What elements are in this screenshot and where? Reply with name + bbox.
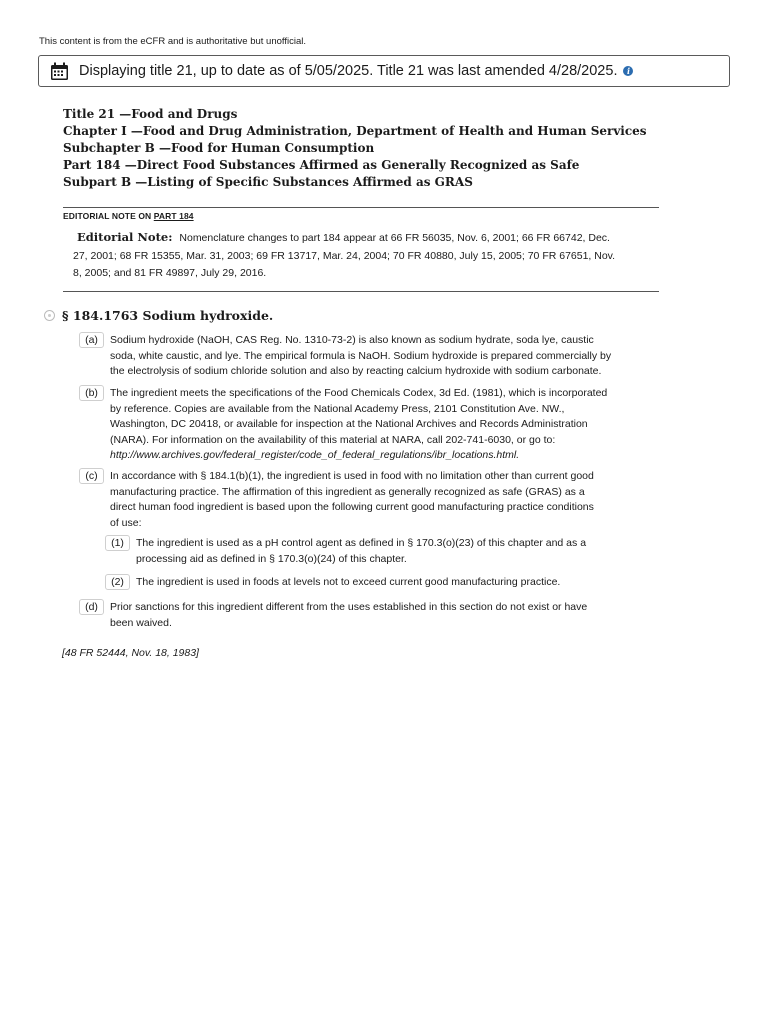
editorial-line: 27, 2001; 68 FR 15355, Mar. 31, 2003; 69 FR 13717, Mar. 24, 2004; 70 FR 40880, July 15, 2005; 70 FR 67651, Nov.: [73, 249, 616, 262]
source-citation: [48 FR 52444, Nov. 18, 1983]: [62, 647, 199, 659]
banner-text: Displaying title 21, up to date as of 5/05/2025. Title 21 was last amended 4/28/2025.: [79, 63, 618, 79]
archives-link[interactable]: http://www.archives.gov/federal_register/code_of_federal_regulations/ibr_locations.html.: [110, 449, 520, 461]
editorial-line: Nomenclature changes to part 184 appear at 66 FR 56035, Nov. 6, 2001; 66 FR 66742, Dec.: [179, 232, 610, 244]
paragraph-label[interactable]: (a): [79, 332, 104, 348]
paragraph-b: [79, 386, 659, 464]
paragraph-line: manufacturing practice. The affirmation of this ingredient as generally recognized as safe (GRAS) as a: [110, 485, 585, 498]
disclaimer-text: This content is from the eCFR and is authoritative but unofficial.: [39, 36, 307, 47]
part-heading: Part 184 —Direct Food Substances Affirmed as Generally Recognized as Safe: [63, 158, 580, 172]
paragraph-line: Prior sanctions for this ingredient different from the uses established in this section do not exist or have: [110, 601, 588, 613]
paragraph-a: [79, 333, 659, 380]
paragraph-line: by reference. Copies are available from the National Academy Press, 2101 Constitution Ave. NW.,: [110, 402, 565, 415]
divider: [63, 291, 659, 292]
paragraph-line: In accordance with § 184.1(b)(1), the ingredient is used in food with no limitation other than current good: [110, 470, 594, 482]
paragraph-line: been waived.: [110, 616, 172, 629]
editorial-note-label: Editorial Note:: [77, 230, 173, 244]
hierarchy-headings: [63, 106, 647, 191]
paragraph-line: the electrolysis of sodium chloride solution and also by reacting calcium hydroxide with sodium carbonate.: [110, 365, 602, 377]
paragraph-line: direct human food ingredient is based upon the following current good manufacturing practice conditions: [110, 501, 594, 513]
section-heading: [44, 308, 273, 323]
chapter-heading: Chapter I —Food and Drug Administration, Department of Health and Human Services: [63, 124, 647, 138]
paragraph-label[interactable]: (1): [105, 535, 130, 551]
paragraph-label[interactable]: (c): [79, 468, 104, 484]
calendar-icon: [50, 62, 69, 81]
paragraph-line: Washington, DC 20418, or available for inspection at the National Archives and Records Administration: [110, 418, 588, 430]
editorial-heading-prefix: EDITORIAL NOTE ON: [63, 211, 152, 221]
editorial-line: 8, 2005; and 81 FR 49897, July 29, 2016.: [73, 267, 267, 279]
paragraph-label[interactable]: (2): [105, 574, 130, 590]
subpart-heading: Subpart B —Listing of Specific Substances Affirmed as GRAS: [63, 175, 473, 189]
paragraph-line: The ingredient meets the specifications of the Food Chemicals Codex, 3d Ed. (1981), which is incorporated: [110, 387, 608, 399]
section-bullet-icon[interactable]: [44, 310, 55, 321]
editorial-note-heading: [63, 208, 659, 221]
part-184-link[interactable]: PART 184: [153, 211, 194, 221]
paragraph-line: of use:: [110, 516, 142, 529]
paragraph-label[interactable]: (d): [79, 599, 104, 615]
paragraph-line: The ingredient is used in foods at levels not to exceed current good manufacturing practice.: [136, 576, 561, 588]
paragraph-line: (NARA). For information on the availability of this material at NARA, call 202-741-6030, or go to:: [110, 433, 556, 446]
paragraph-d: [79, 600, 659, 631]
paragraph-c: [79, 469, 659, 531]
title-heading: Title 21 —Food and Drugs: [63, 107, 238, 121]
info-icon[interactable]: i: [623, 66, 633, 76]
paragraph-c-1: [105, 536, 659, 567]
editorial-note-body: [63, 229, 659, 291]
date-banner: [38, 55, 730, 87]
paragraph-line: processing aid as defined in § 170.3(o)(24) of this chapter.: [136, 552, 407, 565]
paragraph-line: Sodium hydroxide (NaOH, CAS Reg. No. 1310-73-2) is also known as sodium hydrate, soda lye, caustic: [110, 334, 594, 346]
paragraph-line: soda, white caustic, and lye. The empirical formula is NaOH. Sodium hydroxide is prepared commercially by: [110, 349, 612, 362]
editorial-note-block: [63, 207, 659, 292]
paragraph-c-2: [105, 575, 659, 591]
section-title: § 184.1763 Sodium hydroxide.: [62, 308, 274, 323]
subchapter-heading: Subchapter B —Food for Human Consumption: [63, 141, 375, 155]
paragraph-label[interactable]: (b): [79, 385, 104, 401]
paragraph-line: The ingredient is used as a pH control agent as defined in § 170.3(o)(23) of this chapter and as a: [136, 537, 587, 549]
